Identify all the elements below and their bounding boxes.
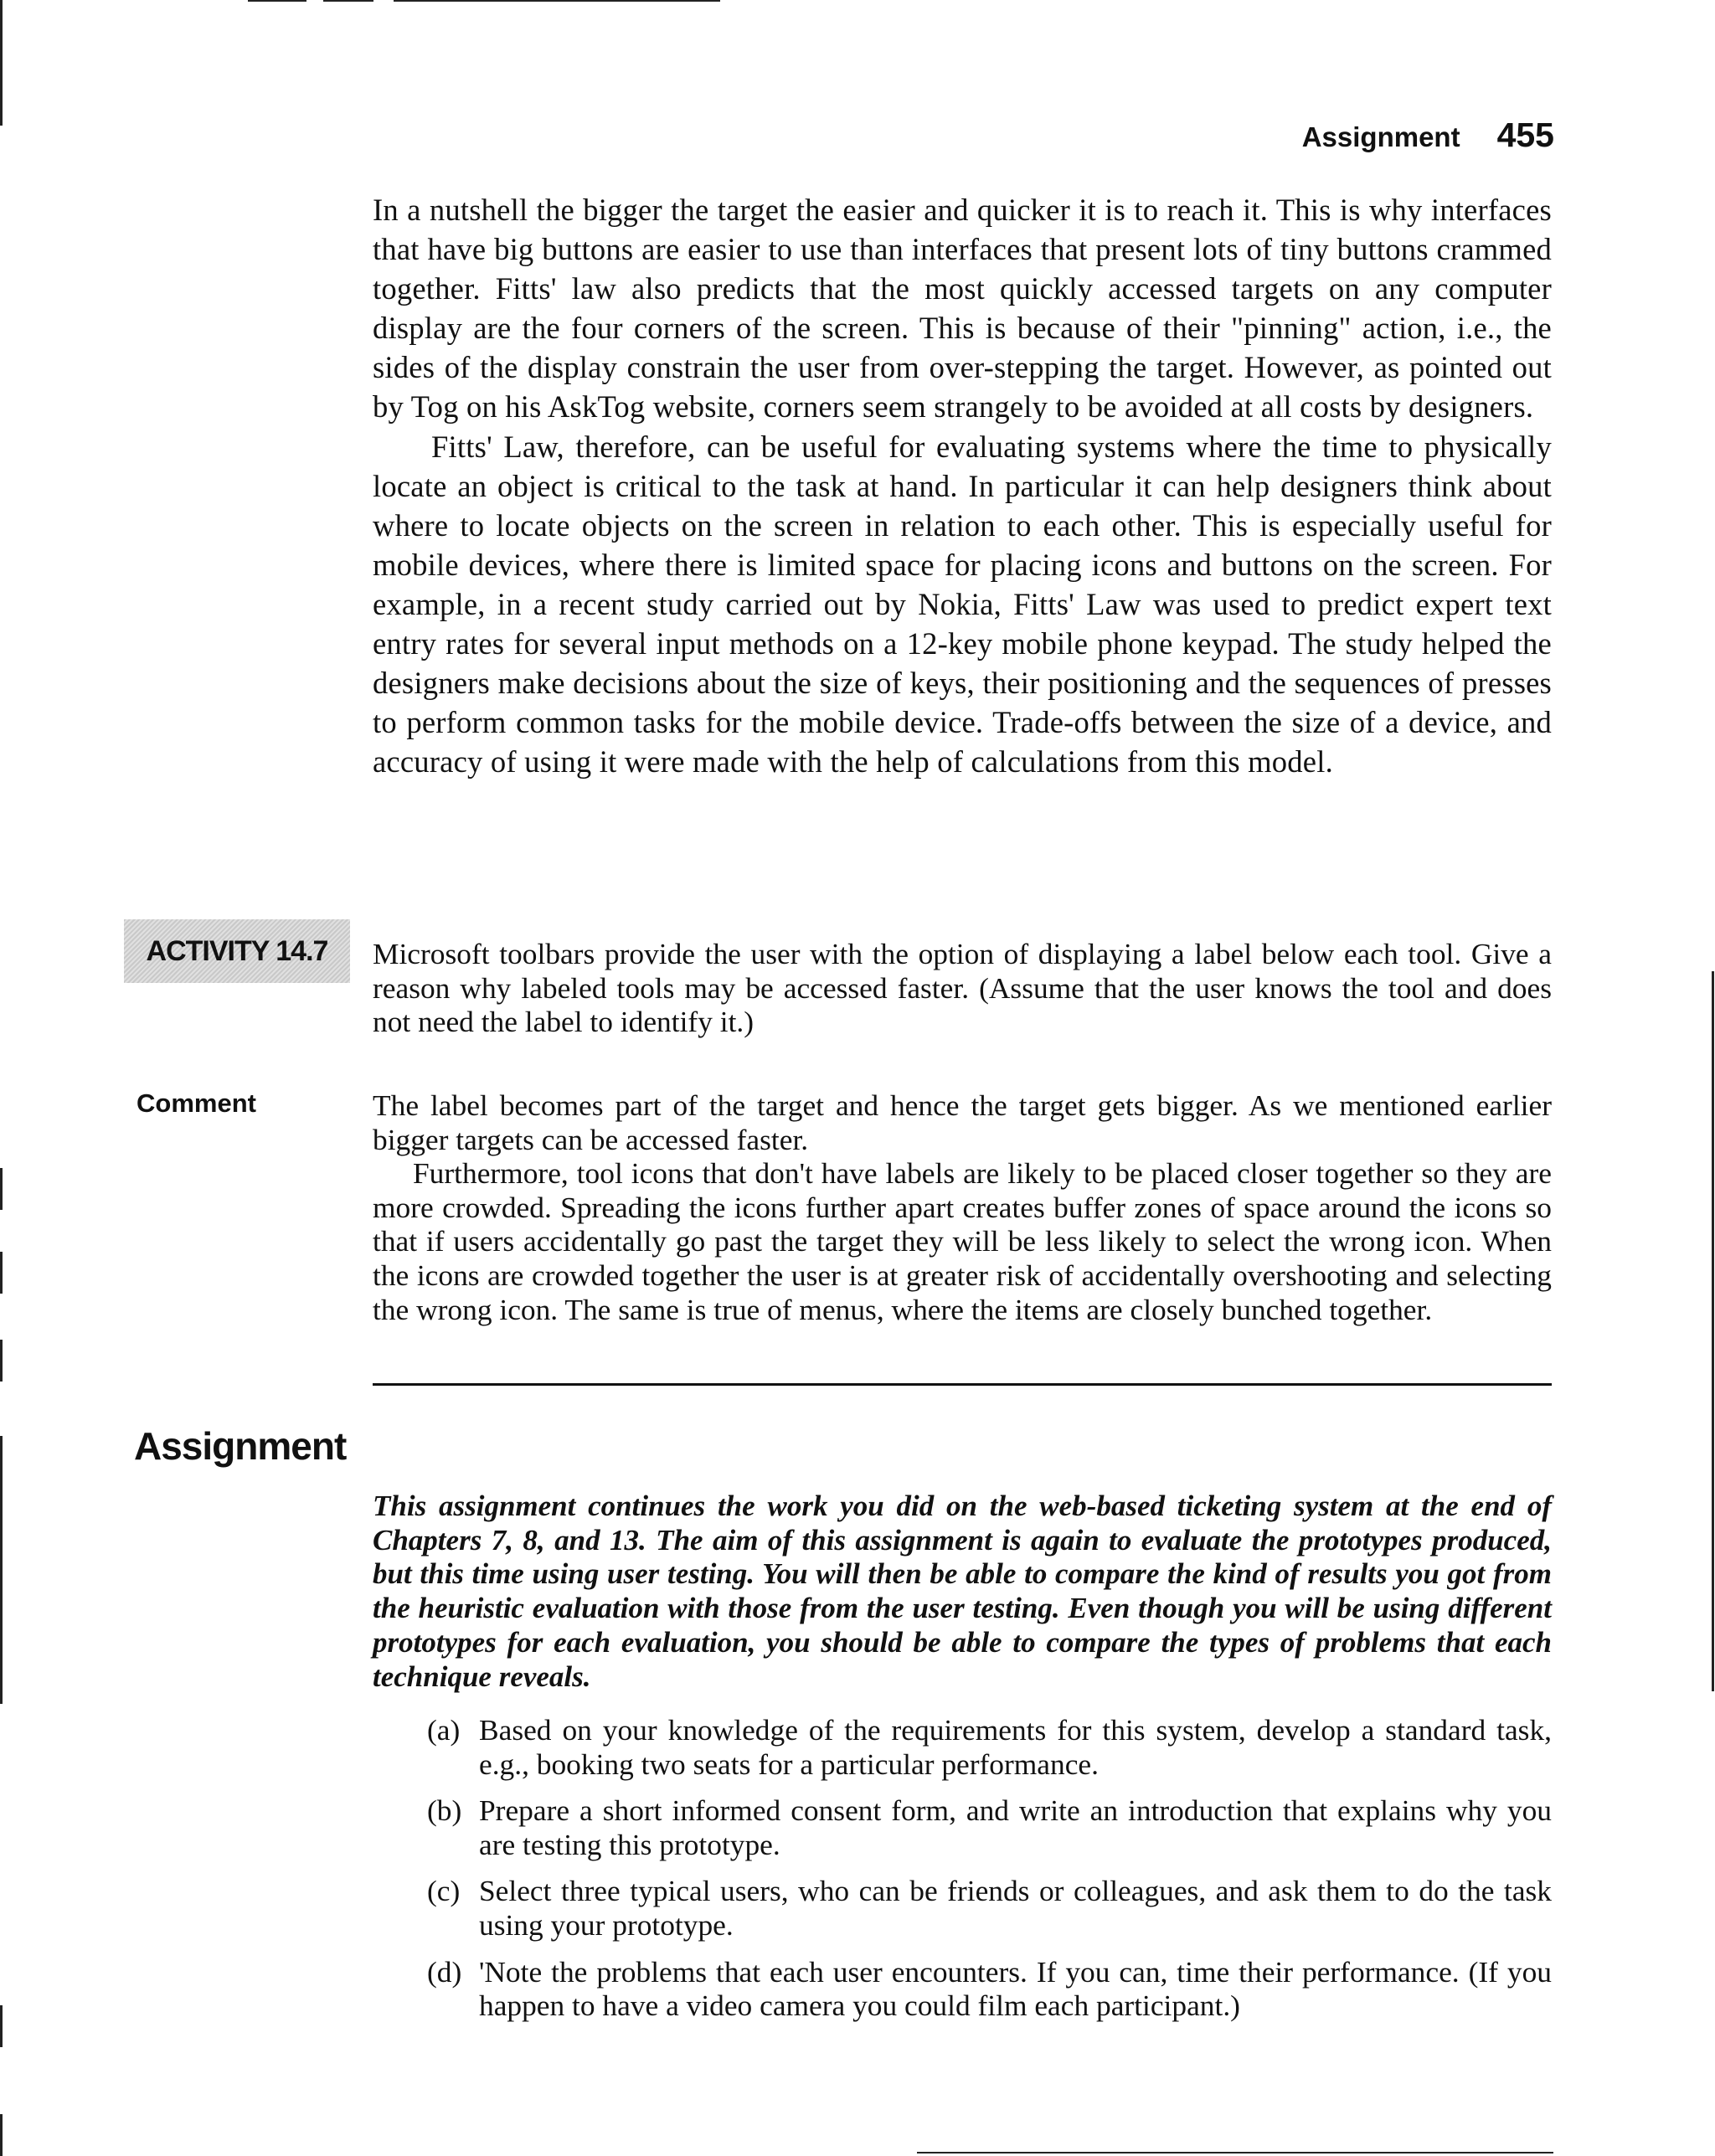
body-text — [373, 190, 1552, 781]
scan-edge-mark — [0, 1436, 3, 1704]
page-number: 455 — [1496, 116, 1554, 154]
list-item — [427, 1713, 1552, 1781]
activity-text-block — [373, 937, 1552, 1039]
comment-text-block — [373, 1088, 1552, 1326]
scan-edge-mark — [0, 2005, 3, 2047]
scan-edge-mark — [248, 0, 306, 2]
assignment-intro-block — [373, 1490, 1552, 1694]
comment-label: Comment — [136, 1088, 256, 1118]
scan-edge-mark — [0, 1252, 3, 1294]
scan-edge-mark — [0, 0, 3, 126]
list-item-text: 'Note the problems that each user encounters. If you can, time their performance. (If you happen to have a video camera you could film each participant.) — [479, 1954, 1552, 2023]
comment-paragraph: Furthermore, tool icons that don't have labels are likely to be placed closer together so they are more crowded. Spreading the icons further apart creates buffer zones of space around the icons so that if users accidentally go past the target they will be less likely to select the wrong icon. When the icons are crowded together the user is at greater risk of accidentally overshooting and selecting the wrong icon. The same is true of menus, where the items are closely bunched together. — [373, 1156, 1552, 1326]
list-item — [427, 1874, 1552, 1942]
section-divider — [373, 1383, 1552, 1386]
scan-edge-mark — [0, 2114, 3, 2156]
paragraph: Fitts' Law, therefore, can be useful for evaluating systems where the time to physically locate an object is critical to the task at hand. In particular it can help designers think about where to locate objects on the screen in relation to each other. This is especially useful for mobile devices, where there is limited space for placing icons and buttons on the screen. For example, in a recent study carried out by Nokia, Fitts' Law was used to predict expert text entry rates for several input methods on a 12-key mobile phone keypad. The study helped the designers make decisions about the size of keys, their positioning and the sequences of presses to perform common tasks for the mobile device. Trade-offs between the size of a device, and accuracy of using it were made with the help of calculations from this model. — [373, 429, 1552, 780]
paragraph: In a nutshell the bigger the target the easier and quicker it is to reach it. This is why interfaces that have big buttons are easier to use than interfaces that present lots of tiny buttons crammed together. Fitts' law also predicts that the most quickly accessed targets on any computer display are the four corners of the screen. This is because of their "pinning" action, i.e., the sides of the display constrain the user from over-stepping the target. However, as pointed out by Tog on his AskTog website, corners seem strangely to be avoided at all costs by designers. — [373, 193, 1552, 425]
list-item-text: Prepare a short informed consent form, and write an introduction that explains why you are testing this prototype. — [479, 1793, 1552, 1861]
list-item-label: (c) — [427, 1874, 461, 1908]
activity-badge: ACTIVITY 14.7 — [124, 919, 350, 983]
scan-edge-mark — [0, 1168, 3, 1210]
list-item-label: (d) — [427, 1954, 462, 1989]
scan-edge-mark — [323, 0, 373, 2]
list-item — [427, 1793, 1552, 1861]
scan-edge-mark — [394, 0, 720, 2]
scan-edge-mark — [0, 1340, 3, 1382]
assignment-intro: This assignment continues the work you did on the web-based ticketing system at the end of Chapters 7, 8, and 13. The aim of this assignment is again to evaluate the prototypes produced, but this time using user testing. You will then be able to compare the kind of results you got from the heuristic evaluation with those from the user testing. Even though you will be using different prototypes for each evaluation, you should be able to compare the types of problems that each technique reveals. — [373, 1490, 1552, 1693]
list-item — [427, 1955, 1552, 2023]
list-item-label: (a) — [427, 1713, 461, 1747]
comment-paragraph: The label becomes part of the target and hence the target gets bigger. As we mentioned earlier bigger targets can be accessed faster. — [373, 1088, 1552, 1156]
running-head-title: Assignment — [1301, 121, 1460, 152]
activity-text: Microsoft toolbars provide the user with the option of displaying a label below each tool. Give a reason why labeled tools may be accessed faster. (Assume that the user knows the tool and does not need the label to identify it.) — [373, 937, 1552, 1039]
list-item-text: Based on your knowledge of the requirements for this system, develop a standard task, e.g., booking two seats for a particular performance. — [479, 1713, 1552, 1781]
running-head — [1302, 116, 1554, 155]
section-heading: Assignment — [134, 1424, 347, 1468]
list-item-label: (b) — [427, 1793, 462, 1828]
scan-edge-mark — [917, 2152, 1553, 2153]
list-item-text: Select three typical users, who can be friends or colleagues, and ask them to do the task using your prototype. — [479, 1874, 1552, 1942]
assignment-task-list — [427, 1713, 1552, 2035]
scan-edge-mark — [1712, 971, 1714, 1691]
